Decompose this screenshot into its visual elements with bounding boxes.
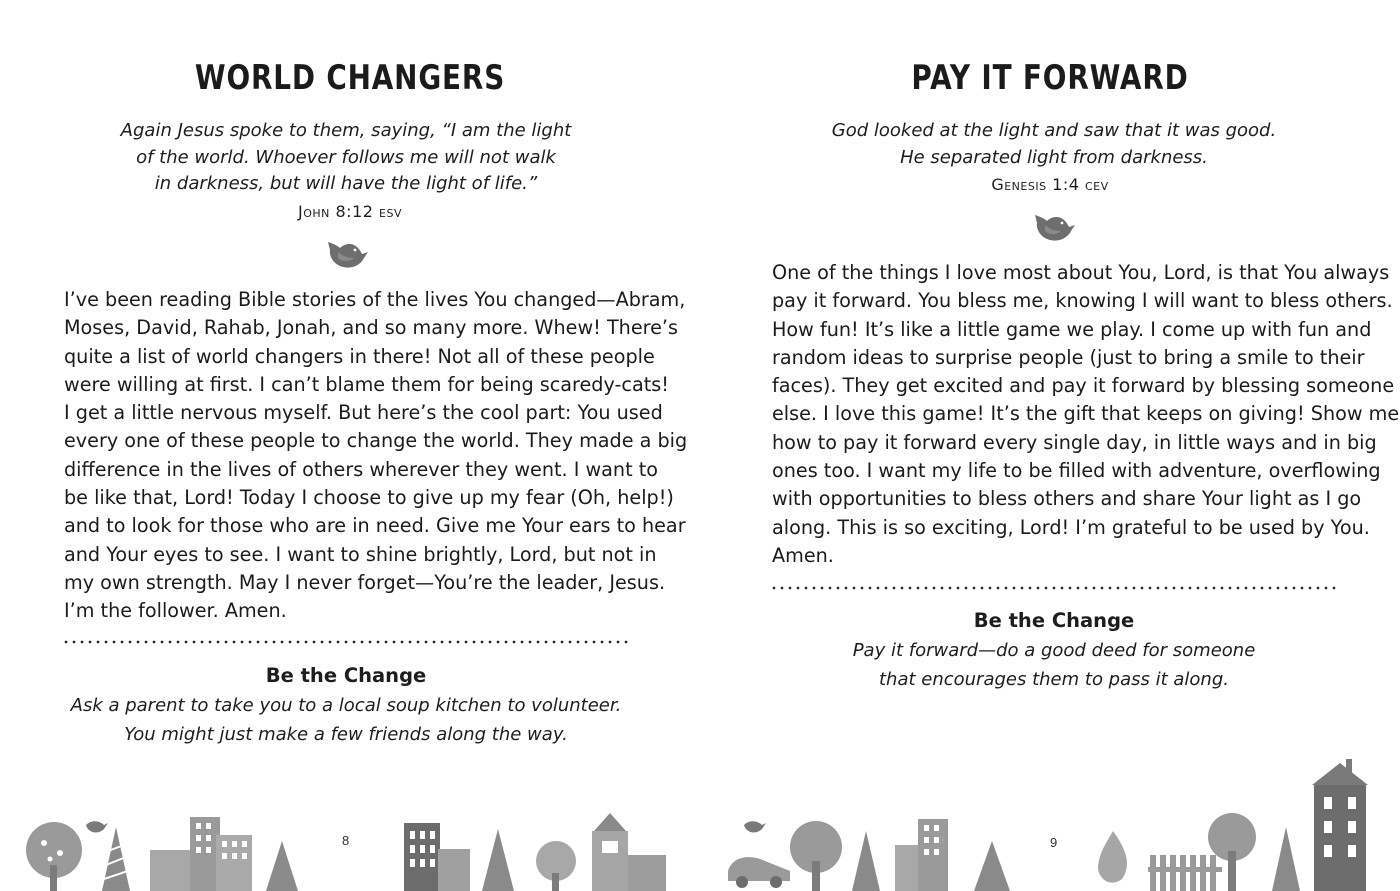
body-line: I get a little nervous myself. But here’s the cool part: You used bbox=[64, 401, 663, 425]
be-the-change-heading: Be the Change bbox=[265, 664, 427, 687]
body-line: and to look for those who are in need. Give me Your ears to hear bbox=[64, 514, 686, 538]
body-line: I’m the follower. Amen. bbox=[64, 599, 287, 623]
body-line: were willing at first. I can’t blame them for being scaredy-cats! bbox=[64, 372, 669, 396]
body-line: faces). They get excited and pay it forward by blessing someone bbox=[772, 374, 1395, 398]
body-line: How fun! It’s like a little game we play. I come up with fun and bbox=[772, 317, 1372, 341]
verse-line: God looked at the light and saw that it was good. bbox=[831, 120, 1277, 141]
bird-icon bbox=[324, 236, 370, 272]
scripture-verse bbox=[704, 118, 1400, 171]
verse-line: He separated light from darkness. bbox=[900, 146, 1208, 168]
body-line: else. I love this game! It’s the gift that keeps on giving! Show me bbox=[772, 402, 1400, 426]
page-number: 9 bbox=[1050, 835, 1058, 850]
body-line: One of the things I love most about You, Lord, is that You always bbox=[772, 261, 1390, 284]
body-line: and Your eyes to see. I want to shine brightly, Lord, but not in bbox=[64, 542, 657, 566]
be-the-change-heading: Be the Change bbox=[973, 609, 1135, 632]
be-the-change-text bbox=[704, 637, 1400, 694]
body-line: Amen. bbox=[772, 543, 834, 567]
body-line: ones too. I want my life to be filled with adventure, overflowing bbox=[772, 459, 1381, 483]
body-line: with opportunities to bless others and share Your light as I go bbox=[772, 487, 1362, 511]
body-line: quite a list of world changers in there! Not all of these people bbox=[64, 344, 655, 368]
body-line: pay it forward. You bless me, knowing I will want to bless others. bbox=[772, 289, 1393, 313]
btc-line: Pay it forward—do a good deed for someone bbox=[852, 640, 1256, 661]
page-number: 8 bbox=[342, 833, 350, 848]
devotional-body bbox=[772, 259, 1400, 570]
btc-line: You might just make a few friends along the way. bbox=[124, 723, 568, 745]
devotional-body bbox=[64, 286, 688, 626]
body-line: I’ve been reading Bible stories of the lives You changed—Abram, bbox=[64, 288, 686, 311]
page-title: PAY IT FORWARD bbox=[911, 58, 1189, 98]
btc-line: Ask a parent to take you to a local soup kitchen to volunteer. bbox=[70, 695, 622, 716]
dotted-divider bbox=[62, 640, 632, 644]
verse-line: of the world. Whoever follows me will not walk bbox=[136, 146, 556, 168]
scripture-reference: John 8:12 esv bbox=[298, 202, 402, 221]
body-line: along. This is so exciting, Lord! I’m grateful to be used by You. bbox=[772, 515, 1370, 539]
body-line: how to pay it forward every single day, in little ways and in big bbox=[772, 430, 1377, 454]
city-skyline-illustration bbox=[0, 755, 1400, 891]
body-line: my own strength. May I never forget—You’re the leader, Jesus. bbox=[64, 570, 666, 594]
body-line: Moses, David, Rahab, Jonah, and so many more. Whew! There’s bbox=[64, 316, 678, 340]
verse-line: Again Jesus spoke to them, saying, “I am the light bbox=[120, 120, 572, 141]
body-line: every one of these people to change the world. They made a big bbox=[64, 429, 688, 453]
bird-icon bbox=[1031, 209, 1077, 245]
dotted-divider bbox=[770, 586, 1340, 590]
scripture-verse bbox=[0, 118, 696, 198]
btc-line: that encourages them to pass it along. bbox=[878, 668, 1229, 690]
body-line: difference in the lives of others wherever they went. I want to bbox=[64, 457, 658, 481]
be-the-change-text bbox=[0, 692, 696, 749]
scripture-reference: Genesis 1:4 cev bbox=[991, 175, 1109, 194]
verse-line: in darkness, but will have the light of life.” bbox=[154, 173, 538, 194]
page-title: WORLD CHANGERS bbox=[194, 58, 506, 98]
body-line: random ideas to surprise people (just to bring a smile to their bbox=[772, 345, 1365, 369]
body-line: be like that, Lord! Today I choose to give up my fear (Oh, help!) bbox=[64, 486, 674, 510]
